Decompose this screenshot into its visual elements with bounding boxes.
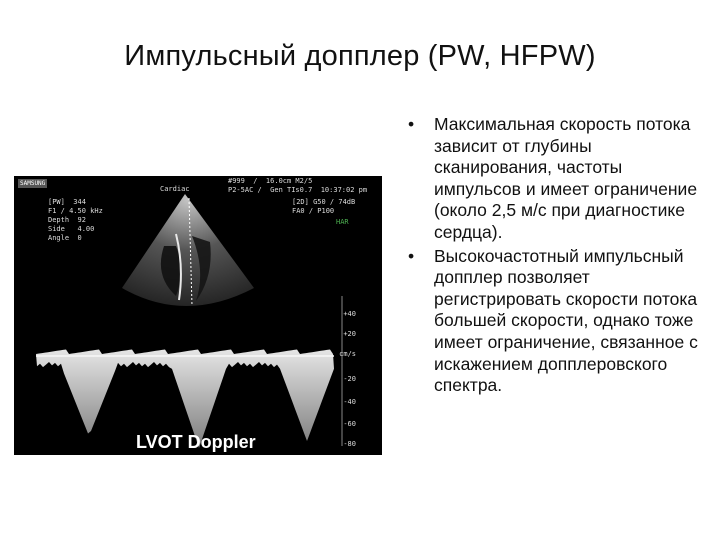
scale-tick-label: +20 [343,330,356,338]
bullet-marker: • [408,114,415,134]
scale-tick-label: -60 [343,420,356,428]
scale-tick-label: -20 [343,375,356,383]
slide-title: Импульсный допплер (PW, HFPW) [124,40,596,72]
bullet-text: Высокочастотный импульсный допплер позволяет регистрировать скорости потока большей скорости, однако тоже имеет ограничение, связанное с искажением допплеровского спектра. [434,245,698,396]
scale-tick-label: -80 [343,440,356,448]
twod-parameters: [2D] G50 / 74dB FA0 / P100 [292,198,356,215]
bullet-list [404,114,704,399]
har-label: HAR [336,218,349,226]
bullet-text: Максимальная скорость потока зависит от глубины сканирования, частоты импульсов и имеет ограничение (около 2,5 м/с при диагностике сердца). [434,114,698,242]
mode-label: Cardiac [160,185,190,193]
bullet-marker: • [408,245,415,266]
bullet-item [404,114,704,244]
header-line-2: P2-5AC / Gen TIs0.7 10:37:02 pm [228,186,368,194]
scale-tick-label: -40 [343,398,356,406]
echo-sector [122,194,254,306]
header-line-1: #999 / 16.0cm M2/5 [228,177,313,185]
bullet-item [404,246,704,397]
device-logo: SAMSUNG [20,180,46,187]
lvot-caption: LVOT Doppler [136,432,256,452]
pw-parameters: [PW] 344 F1 / 4.50 kHz Depth 92 Side 4.00 Angle 0 [48,198,103,242]
scale-tick-label: cm/s [339,350,356,358]
echo-doppler-image [14,176,382,455]
scale-tick-label: +40 [343,310,356,318]
